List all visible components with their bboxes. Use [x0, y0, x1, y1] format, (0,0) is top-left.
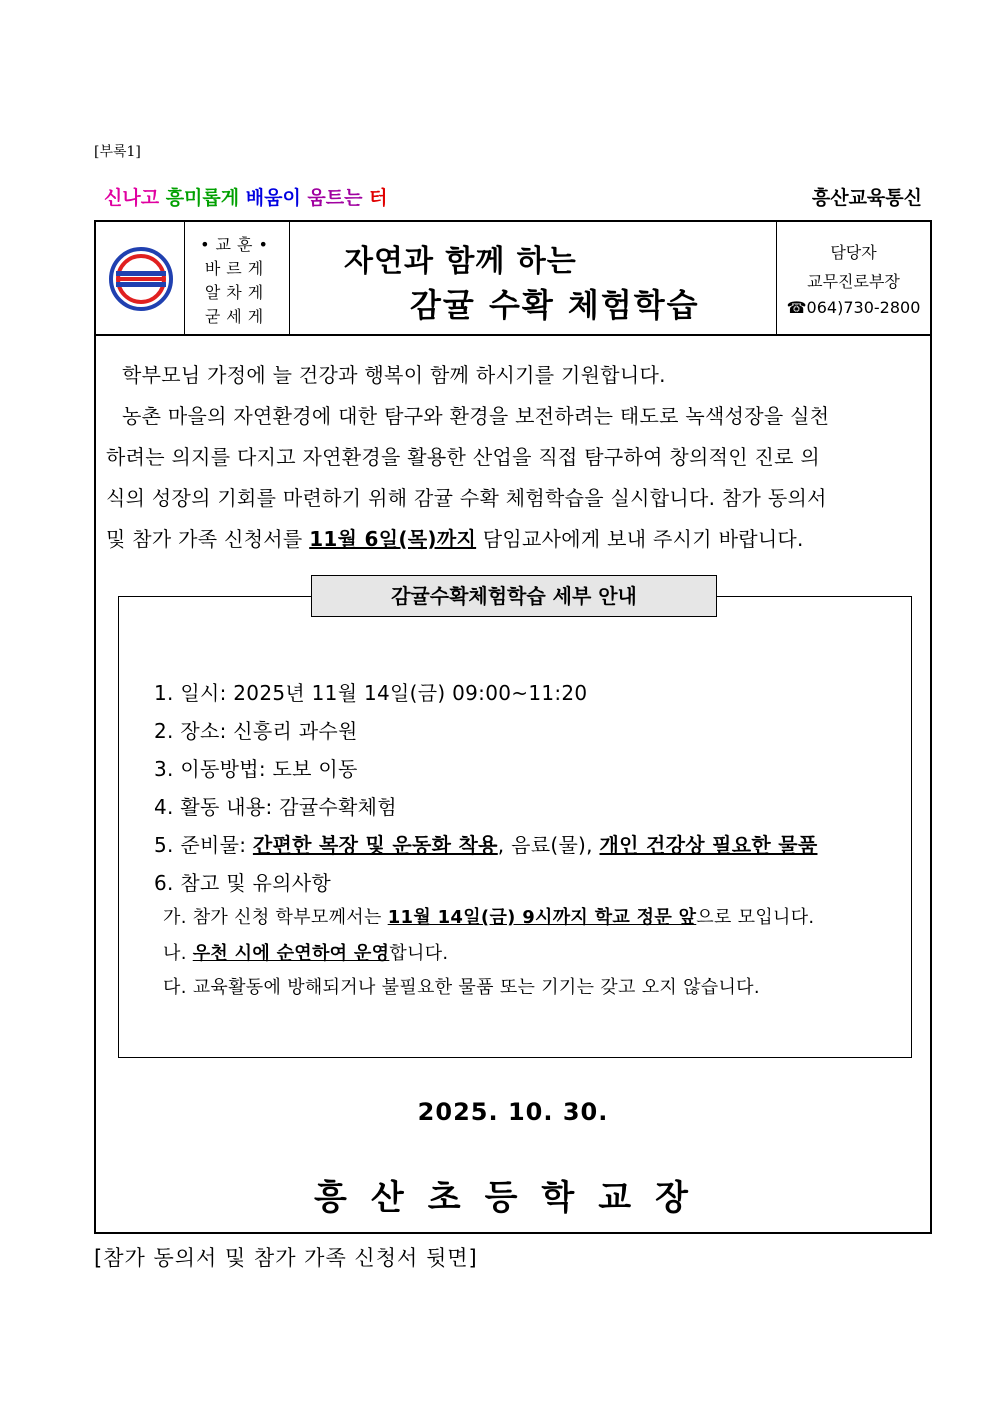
detail-item-6: 6. 참고 및 유의사항 [154, 871, 331, 895]
motto-line-1: 바르게 [204, 259, 270, 278]
sub-b-underline: 우천 시에 순연하여 운영 [192, 943, 390, 964]
detail-sub-b [163, 939, 448, 965]
detail-sub-c: 다. 교육활동에 방해되거나 불필요한 물품 또는 기기는 갖고 오지 않습니다. [163, 977, 760, 998]
slogan-word-5: 터 [369, 187, 388, 209]
newsletter-name: 흥산교육통신 [811, 187, 922, 209]
school-logo-icon [108, 246, 174, 312]
body-line-4-pre: 및 참가 가족 신청서를 [106, 527, 310, 551]
sub-a-post: 으로 모입니다. [696, 907, 815, 928]
header-table [96, 222, 930, 336]
item5-mid: , 음료(물), [497, 833, 600, 857]
title-cell [290, 222, 777, 334]
detail-item-4: 4. 활동 내용: 감귤수확체험 [154, 795, 397, 819]
motto-heading: •교훈• [200, 235, 274, 254]
item5-pre: 5. 준비물: [154, 833, 253, 857]
detail-item-1: 1. 일시: 2025년 11월 14일(금) 09:00~11:20 [154, 681, 588, 705]
body-line-4-post: 담임교사에게 보내 주시기 바랍니다. [476, 527, 804, 551]
slogan-word-2: 흥미롭게 [165, 187, 240, 209]
contact-role: 교무진로부장 [807, 272, 900, 291]
slogan-word-4: 움트는 [307, 187, 363, 209]
detail-box [118, 596, 912, 1058]
title-line-2: 감귤 수확 체험학습 [410, 286, 700, 324]
detail-item-5 [154, 829, 817, 858]
contact-label: 담당자 [830, 243, 877, 262]
contact-phone: ☎064)730-2800 [786, 298, 921, 317]
body-line-1: 농촌 마을의 자연환경에 대한 탐구와 환경을 보전하려는 태도로 녹색성장을 실천 [122, 404, 830, 428]
sub-b-post: 합니다. [389, 943, 449, 964]
body-line-3: 식의 성장의 기회를 마련하기 위해 감귤 수확 체험학습을 실시합니다. 참가 동의서 [106, 486, 827, 510]
principal-name: 흥산초등학교장 [314, 1178, 712, 1218]
detail-item-3: 3. 이동방법: 도보 이동 [154, 757, 358, 781]
school-slogan [104, 183, 387, 210]
body-line-4 [106, 519, 924, 560]
sub-a-underline: 11월 14일(금) 9시까지 학교 정문 앞 [387, 907, 697, 928]
document-date: 2025. 10. 30. [417, 1098, 609, 1126]
detail-item-2: 2. 장소: 신흥리 과수원 [154, 719, 358, 743]
item5-underline-2: 개인 건강상 필요한 물품 [599, 833, 818, 857]
sub-a-pre: 가. 참가 신청 학부모께서는 [163, 907, 388, 928]
logo-cell [96, 222, 185, 334]
detail-box-title: 감귤수확체험학습 세부 안내 [311, 575, 717, 617]
item5-underline-1: 간편한 복장 및 운동화 착용 [252, 833, 498, 857]
detail-sub-a [163, 903, 814, 929]
appendix-label: [부록1] [94, 144, 141, 160]
motto-cell [185, 222, 290, 334]
deadline-text: 11월 6일(목)까지 [309, 527, 477, 551]
slogan-word-3: 배움이 [245, 187, 301, 209]
body-line-2: 하려는 의지를 다지고 자연환경을 활용한 산업을 직접 탐구하여 창의적인 진로 의 [106, 445, 821, 469]
title-line-1: 자연과 함께 하는 [344, 244, 577, 279]
footer-note: [참가 동의서 및 참가 가족 신청서 뒷면] [94, 1246, 478, 1270]
sub-b-pre: 나. [163, 943, 193, 964]
contact-cell [777, 222, 930, 334]
greeting-text: 학부모님 가정에 늘 건강과 행복이 함께 하시기를 기원합니다. [122, 363, 666, 387]
motto-line-2: 알차게 [204, 283, 270, 302]
slogan-word-1: 신나고 [104, 187, 160, 209]
notice-frame [94, 220, 932, 1234]
motto-line-3: 굳세게 [204, 307, 270, 326]
